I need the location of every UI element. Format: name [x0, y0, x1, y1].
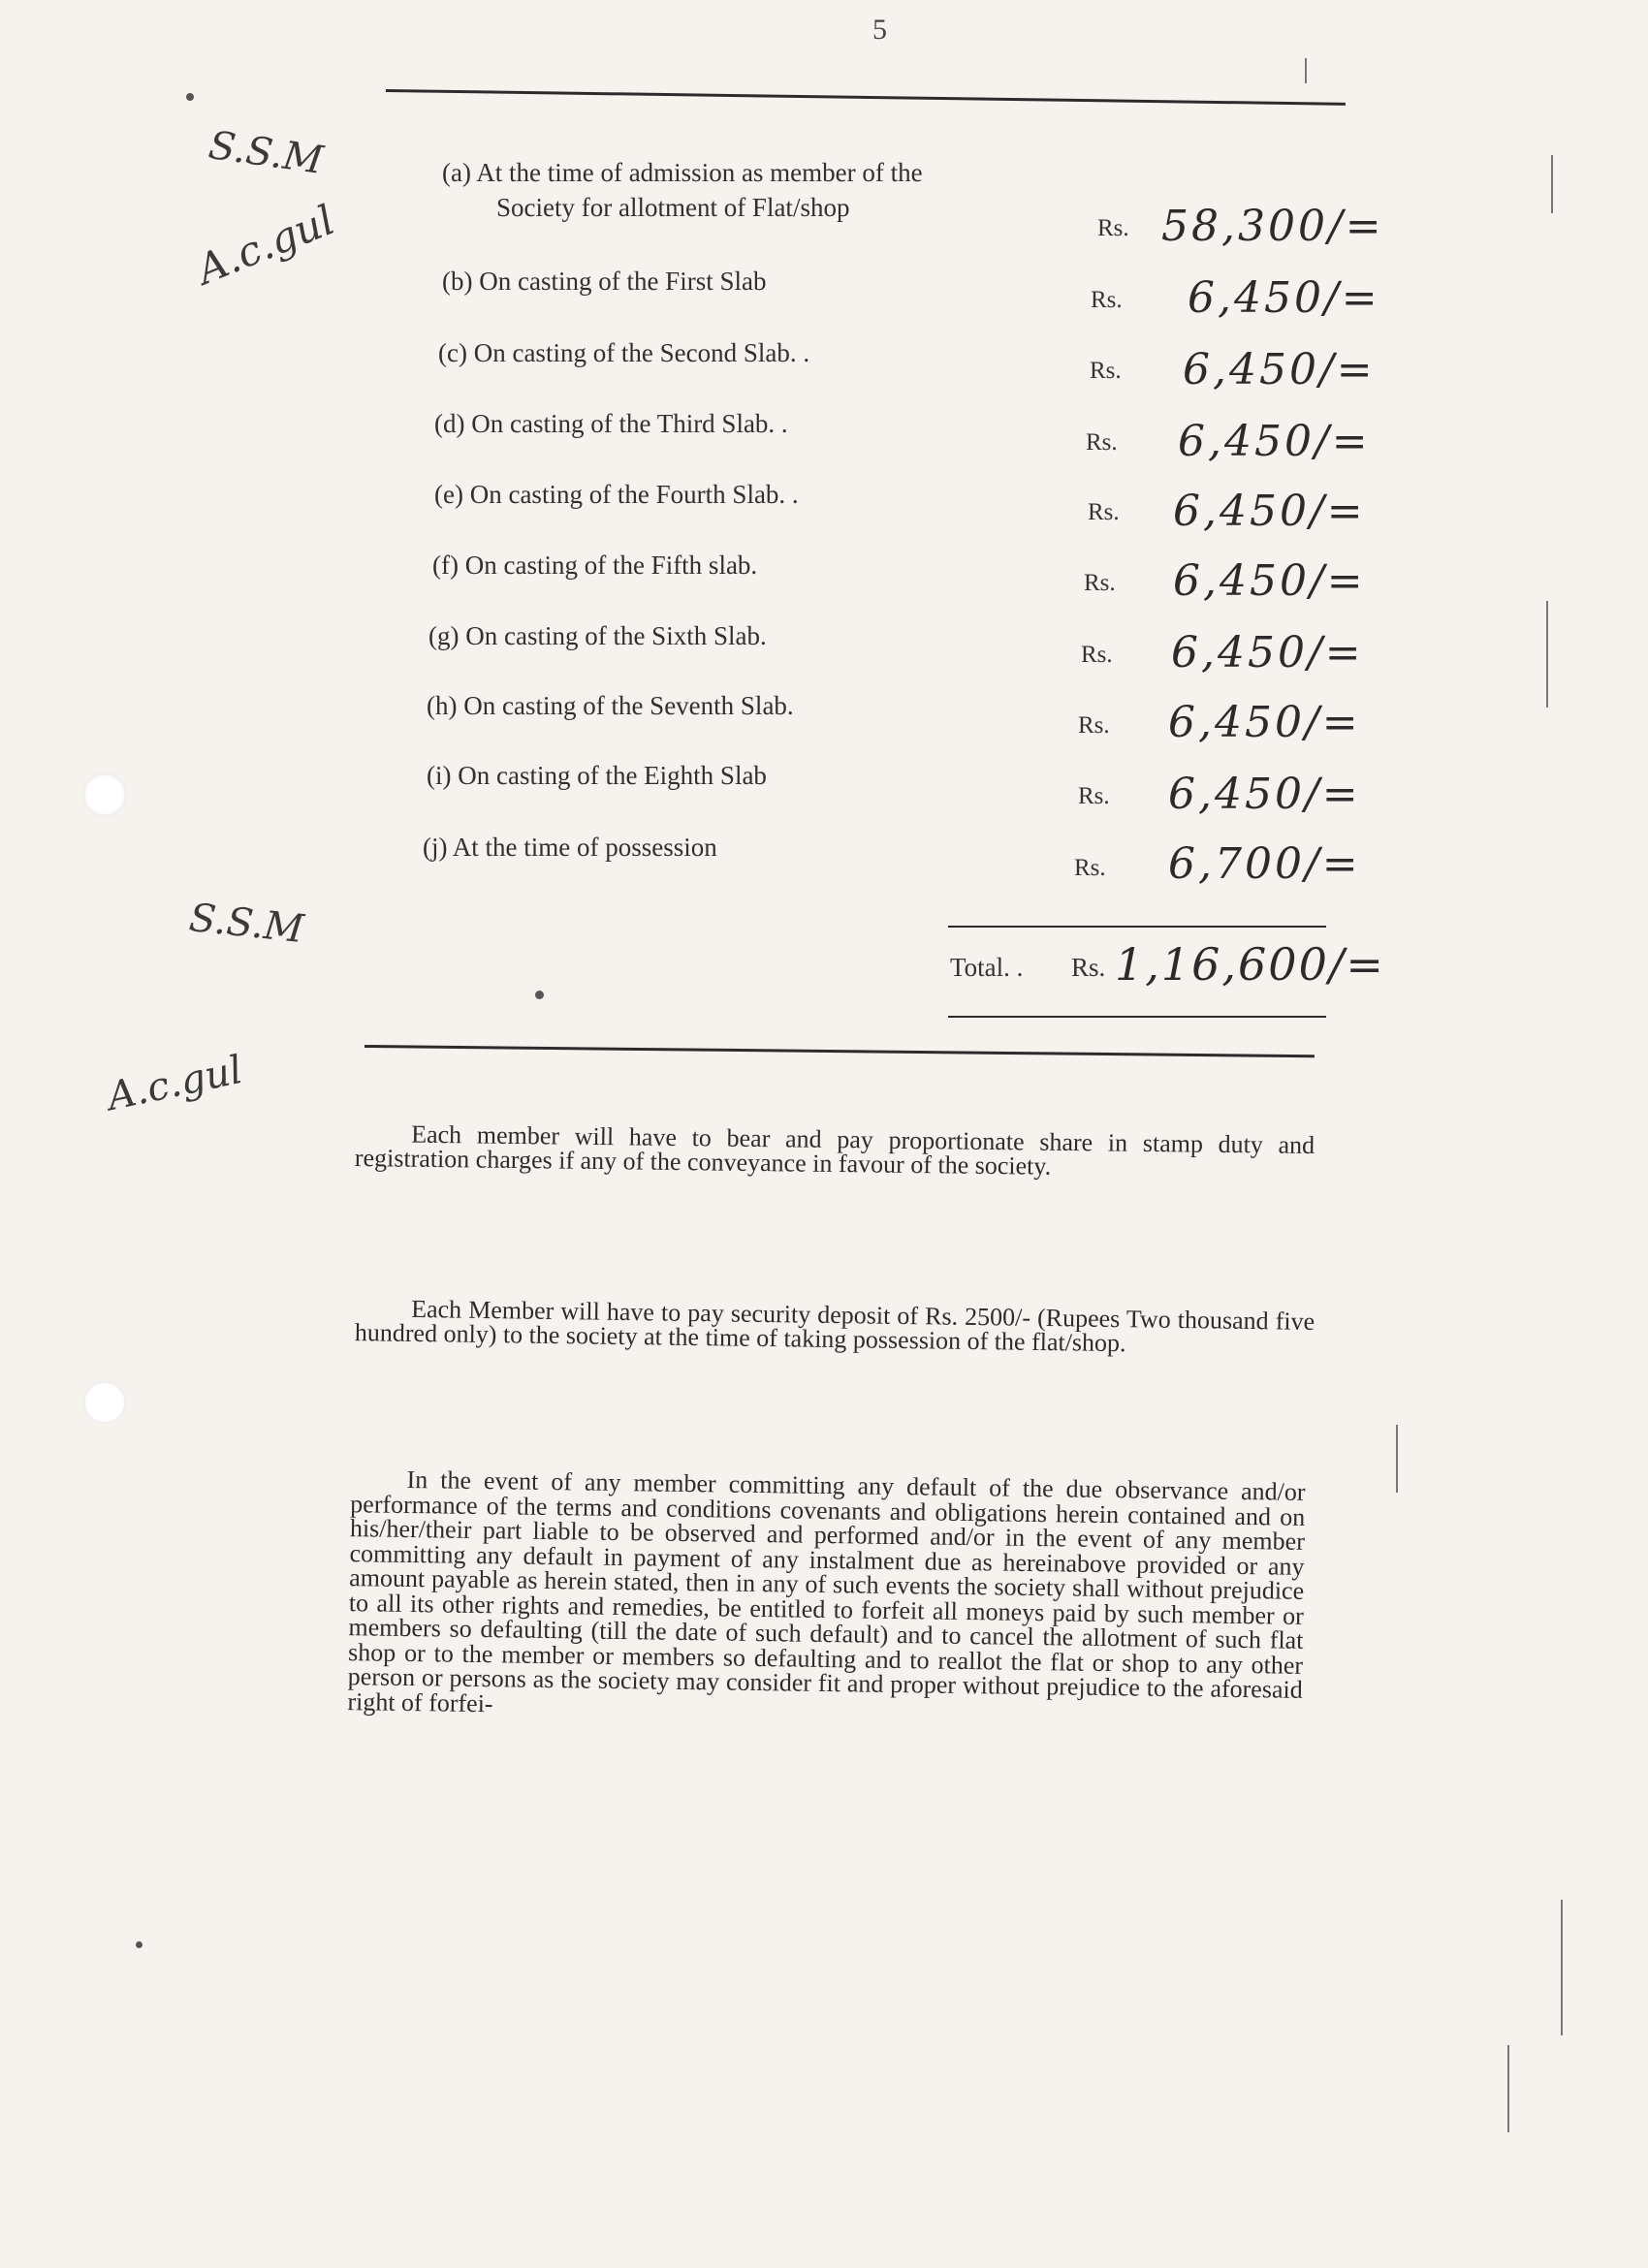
schedule-amount-e: 6,450/= [1173, 487, 1366, 536]
schedule-amount-a: 58,300/= [1161, 202, 1384, 251]
stamp-duty-paragraph: Each member will have to bear and pay proportionate share in stamp duty and registration charges if any of the conveyance in favour of the society. [354, 1119, 1315, 1181]
schedule-rs-f: Rs. [1084, 570, 1116, 596]
margin-signature-bottom: A.c.gul [103, 1047, 247, 1120]
total-top-rule [948, 926, 1326, 928]
schedule-rs-h: Rs. [1078, 712, 1110, 739]
scan-speck [186, 93, 194, 101]
scan-edge-mark [1507, 2045, 1509, 2132]
schedule-item-a [442, 155, 1121, 225]
schedule-item-b: (b) On casting of the First Slab [442, 267, 767, 296]
schedule-amount-f: 6,450/= [1173, 556, 1366, 606]
schedule-amount-b: 6,450/= [1188, 273, 1380, 323]
total-amount: 1,16,600/= [1115, 938, 1385, 991]
schedule-amount-h: 6,450/= [1168, 698, 1361, 747]
schedule-amount-i: 6,450/= [1168, 770, 1361, 819]
schedule-rs-g: Rs. [1081, 642, 1113, 668]
punch-hole-bottom [83, 1381, 126, 1424]
schedule-amount-j: 6,700/= [1168, 839, 1361, 889]
schedule-item-a-label: (a) At the time of admission as member of the [442, 158, 923, 187]
schedule-rs-d: Rs. [1086, 429, 1118, 456]
scan-speck [535, 991, 544, 999]
schedule-rs-b: Rs. [1091, 287, 1123, 313]
scan-edge-mark [1305, 58, 1307, 83]
schedule-item-j: (j) At the time of possession [423, 833, 717, 862]
schedule-item-i: (i) On casting of the Eighth Slab [427, 761, 767, 790]
schedule-amount-d: 6,450/= [1178, 417, 1371, 466]
schedule-rs-i: Rs. [1078, 783, 1110, 809]
schedule-item-f: (f) On casting of the Fifth slab. [432, 551, 758, 580]
margin-signature-top: A.c.gul [190, 196, 341, 294]
scan-edge-mark [1561, 1900, 1563, 2035]
schedule-item-h: (h) On casting of the Seventh Slab. [427, 691, 794, 720]
schedule-item-e: (e) On casting of the Fourth Slab. . [434, 480, 799, 509]
security-deposit-paragraph: Each Member will have to pay security deposit of Rs. 2500/- (Rupees Two thousand five hundred only) to the society at the time of taking possession of the flat/shop. [354, 1294, 1315, 1358]
schedule-item-a-label-cont: Society for allotment of Flat/shop [496, 193, 850, 222]
scan-speck [136, 1941, 143, 1948]
schedule-item-g: (g) On casting of the Sixth Slab. [428, 621, 767, 650]
schedule-rs-j: Rs. [1074, 855, 1106, 881]
margin-initials-bottom: S.S.M [186, 895, 306, 953]
scan-edge-mark [1546, 601, 1548, 708]
total-rs: Rs. [1071, 953, 1106, 982]
top-rule [386, 89, 1346, 106]
scan-edge-mark [1396, 1425, 1398, 1493]
total-label: Total. . [950, 953, 1024, 982]
schedule-item-d: (d) On casting of the Third Slab. . [434, 409, 788, 438]
schedule-bottom-rule [364, 1045, 1315, 1057]
page-number: 5 [872, 14, 887, 46]
schedule-amount-c: 6,450/= [1183, 345, 1376, 394]
punch-hole-top [83, 773, 126, 816]
total-bottom-rule [948, 1016, 1326, 1018]
schedule-amount-g: 6,450/= [1171, 628, 1364, 677]
margin-initials-top: S.S.M [206, 122, 326, 184]
schedule-rs-e: Rs. [1088, 499, 1120, 525]
schedule-rs-a: Rs. [1097, 215, 1129, 241]
schedule-item-c: (c) On casting of the Second Slab. . [438, 338, 810, 367]
scan-edge-mark [1551, 155, 1553, 213]
default-clause-paragraph: In the event of any member committing any default of the due observance and/or performance of the terms and conditions covenants and obligations herein contained and on his/her/their part liable to be observed and performed and/or in the event of any member committing any default in payment of any instalment due as hereinabove provided or any amount payable as herein stated, then in any of such events the society shall without prejudice to all its other rights and remedies, be entitled to forfeit all moneys paid by such member or members so defaulting (till the date of such default) and to cancel the allotment of such flat shop or to the member or members so defaulting and to reallot the flat or shop to any other person or persons as the society may consider fit and proper without prejudice to the aforesaid right of forfei- [347, 1465, 1306, 1717]
schedule-rs-c: Rs. [1090, 358, 1122, 384]
